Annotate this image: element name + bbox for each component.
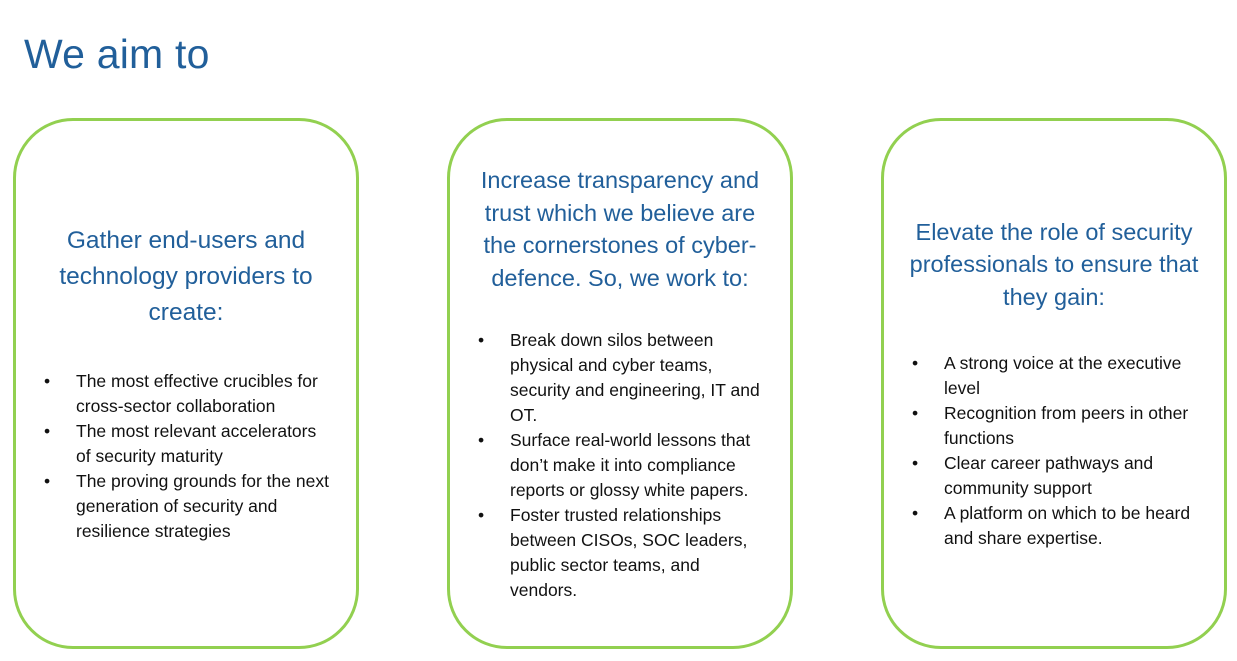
list-item: • A strong voice at the executive level bbox=[908, 351, 1200, 401]
list-item: • Break down silos between physical and cyber teams, security and engineering, IT and OT. bbox=[474, 328, 766, 428]
list-item: • Foster trusted relationships between CISOs, SOC leaders, public sector teams, and vendors. bbox=[474, 503, 766, 603]
card-heading: Increase transparency and trust which we believe are the cornerstones of cyber-defence. So, we work to: bbox=[480, 167, 760, 291]
list-item: • The proving grounds for the next generation of security and resilience strategies bbox=[40, 469, 332, 544]
page-title: We aim to bbox=[24, 31, 210, 77]
list-item: • The most effective crucibles for cross-sector collaboration bbox=[40, 369, 332, 419]
card-heading: Gather end-users and technology providers to create: bbox=[59, 227, 313, 326]
card-gather bbox=[13, 118, 359, 649]
list-item: • The most relevant accelerators of security maturity bbox=[40, 419, 332, 469]
bullet-list bbox=[908, 351, 1200, 551]
bullet-list bbox=[474, 328, 766, 603]
list-item: • Clear career pathways and community support bbox=[908, 451, 1200, 501]
list-item: • A platform on which to be heard and share expertise. bbox=[908, 501, 1200, 551]
card-transparency bbox=[447, 118, 793, 649]
list-item: • Surface real-world lessons that don’t make it into compliance reports or glossy white papers. bbox=[474, 428, 766, 503]
card-heading: Elevate the role of security professionals to ensure that they gain: bbox=[909, 218, 1199, 310]
list-item: • Recognition from peers in other functions bbox=[908, 401, 1200, 451]
card-elevate bbox=[881, 118, 1227, 649]
bullet-list bbox=[40, 369, 332, 544]
